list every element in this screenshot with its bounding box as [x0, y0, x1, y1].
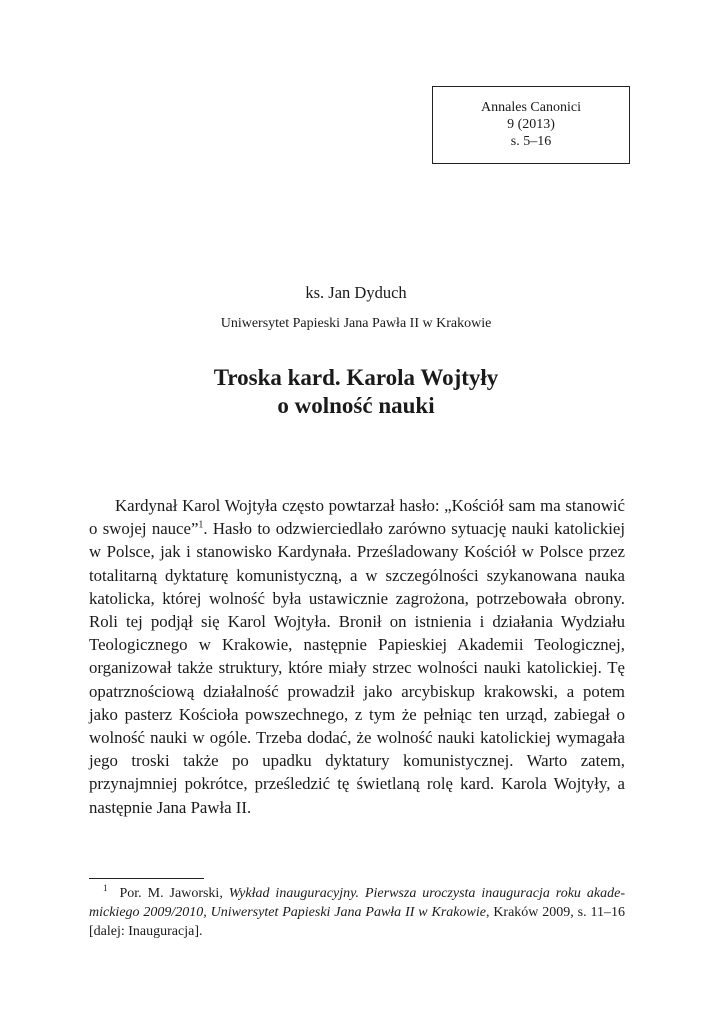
- journal-name: Annales Canonici: [481, 100, 581, 115]
- footnote-title: Wykład inauguracyjny. Pierwsza uroczysta inauguracja roku akademickiego 2009/2010, Uniwersytet Papieski Jana Pawła II w Krakowie: [89, 886, 625, 920]
- article-title: [0, 364, 712, 420]
- footnote-number: 1: [103, 883, 108, 894]
- footnote: [89, 884, 625, 941]
- footnote-author: Por. M. Jaworski,: [119, 886, 229, 901]
- journal-pages: s. 5–16: [510, 134, 552, 149]
- footnote-divider: [89, 878, 204, 879]
- journal-info-box: [432, 86, 630, 164]
- author-name: ks. Jan Dyduch: [305, 283, 407, 302]
- body-text-part-1: Kardynał Karol Wojtyła często powtarzał hasło: „Kościół sam ma stanowić o swojej nauce”: [89, 496, 625, 539]
- footnote-reference[interactable]: 1: [198, 519, 204, 531]
- title-line-2: o wolność nauki: [277, 393, 435, 418]
- journal-volume: 9 (2013): [507, 117, 555, 132]
- author-affiliation: Uniwersytet Papieski Jana Pawła II w Krakowie: [220, 316, 492, 331]
- title-line-1: Troska kard. Karola Wojtyły: [213, 365, 499, 390]
- footnote-rest: , Kraków 2009, s. 11–16 [dalej: Inauguracja].: [89, 905, 625, 939]
- body-text-part-2: . Hasło to odzwierciedlało zarówno sytuację nauki katolickiej w Polsce, jak i stanowisko Kardynała. Prześladowany Kościół w Polsce przez totalitarną dyktaturę komunistyczną, a w szczególności szykanowana nauka katolicka, której wolność była ustawicznie zagrożona, potrzebowała obrony. Roli tej podjął się Karol Wojtyła. Bronił on istnienia i działania Wydziału Teologicznego w Krakowie, następnie Papieskiej Akademii Teologicznej, organizował także struktury, które miały strzec wolności nauki katolickiej. Tę opatrznościową działalność prowadził jako arcybiskup krakowski, a potem jako pasterz Kościoła powszechnego, z tym że pełniąc ten urząd, zabiegał o wolność nauki w ogóle. Trzeba dodać, że wolność nauki katolickiej wymagała jego troski także po upadku dyktatury komunistycznej. Warto zatem, przynajmniej pokrótce, prześledzić tę świetlaną rolę kard. Karola Wojtyły, a następnie Jana Pawła II.: [89, 519, 626, 817]
- body-paragraph: [89, 494, 625, 819]
